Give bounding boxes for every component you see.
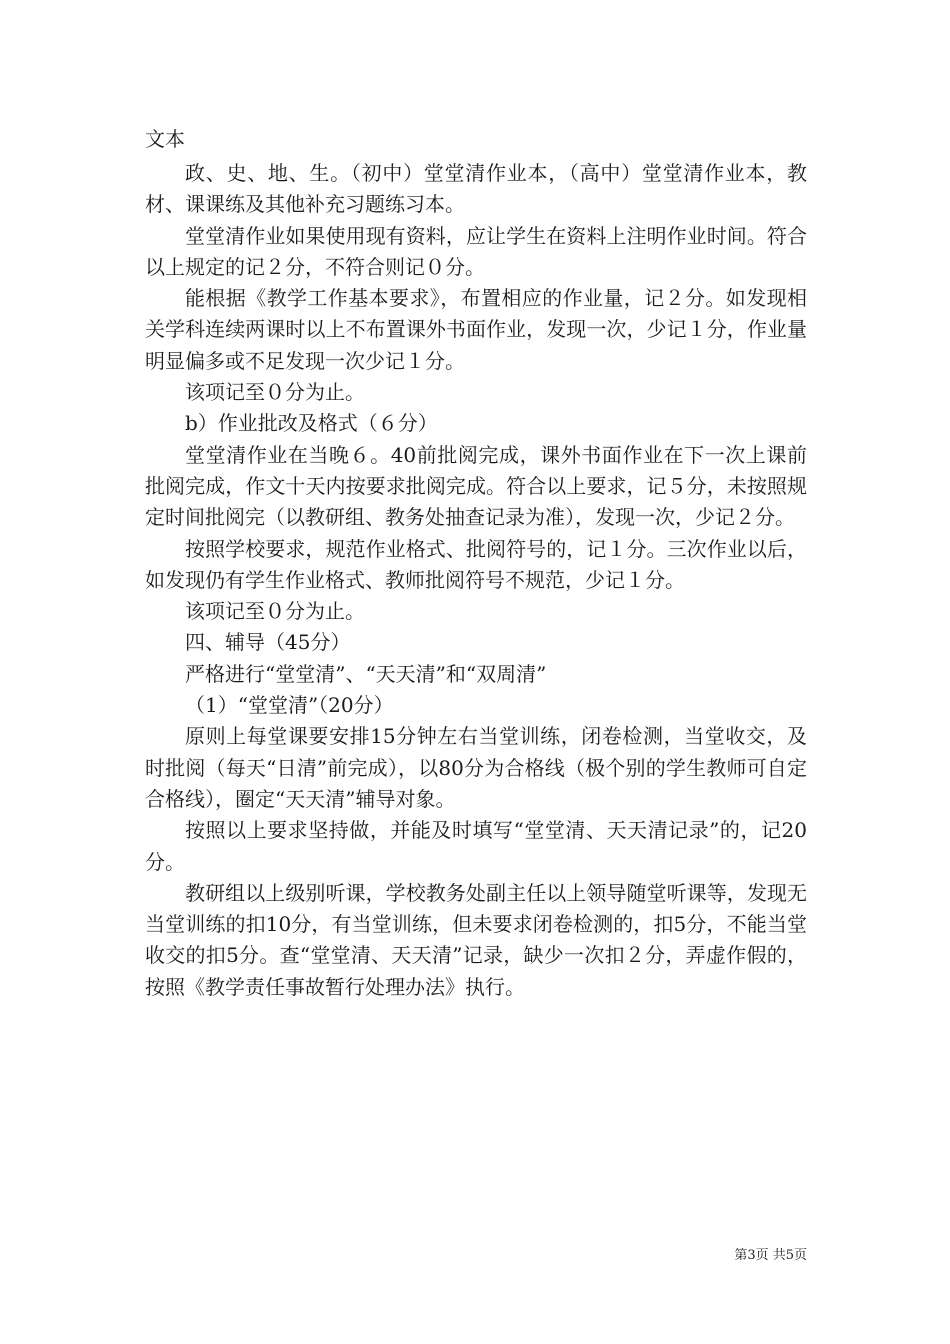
paragraph-format-norms: 按照学校要求，规范作业格式、批阅符号的，记１分。三次作业以后，如发现仍有学生作业格式、教师批阅符号不规范，少记１分。 xyxy=(145,536,807,592)
paragraph-score-floor-2: 该项记至０分为止。 xyxy=(185,599,365,624)
page-number-footer: 第3页 共5页 xyxy=(734,1248,807,1263)
paragraph-class-clear-score: 按照以上要求坚持做，并能及时填写“堂堂清、天天清记录”的，记20分。 xyxy=(145,818,807,874)
paragraph-class-training: 原则上每堂课要安排15分钟左右当堂训练，闭卷检测，当堂收交，及时批阅（每天“日清”前完成），以80分为合格线（极个别的学生教师可自定合格线），圈定“天天清”辅导对象。 xyxy=(145,724,807,811)
paragraph-homework-amount: 能根据《教学工作基本要求》，布置相应的作业量，记２分。如发现相关学科连续两课时以上不布置课外书面作业，发现一次，少记１分，作业量明显偏多或不足发现一次少记１分。 xyxy=(145,286,807,373)
document-header-label: 文本 xyxy=(145,127,185,151)
paragraph-three-clears: 严格进行“堂堂清”、“天天清”和“双周清” xyxy=(185,661,547,686)
paragraph-homework-books: 政、史、地、生。（初中）堂堂清作业本，（高中）堂堂清作业本，教材、课课练及其他补充习题练习本。 xyxy=(145,161,807,217)
paragraph-grading-deadline: 堂堂清作业在当晚６。40前批阅完成，课外书面作业在下一次上课前批阅完成，作文十天内按要求批阅完成。符合以上要求，记５分，未按照规定时间批阅完（以教研组、教务处抽查记录为准），发现一次，少记２分。 xyxy=(145,442,807,530)
document-body xyxy=(145,158,807,1003)
section-heading-grading-format: b）作业批改及格式（６分） xyxy=(185,411,438,436)
paragraph-inspection-penalties: 教研组以上级别听课，学校教务处副主任以上领导随堂听课等，发现无当堂训练的扣10分，有当堂训练，但未要求闭卷检测的，扣5分，不能当堂收交的扣5分。查“堂堂清、天天清”记录，缺少一次扣２分，弄虚作假的，按照《教学责任事故暂行处理办法》执行。 xyxy=(145,880,807,999)
paragraph-score-floor-1: 该项记至０分为止。 xyxy=(185,380,365,405)
section-heading-tutoring: 四、辅导（45分） xyxy=(185,630,351,655)
paragraph-homework-materials: 堂堂清作业如果使用现有资料，应让学生在资料上注明作业时间。符合以上规定的记２分，不符合则记０分。 xyxy=(145,223,807,279)
subsection-heading-class-clear: （1）“堂堂清”（20分） xyxy=(185,693,394,718)
